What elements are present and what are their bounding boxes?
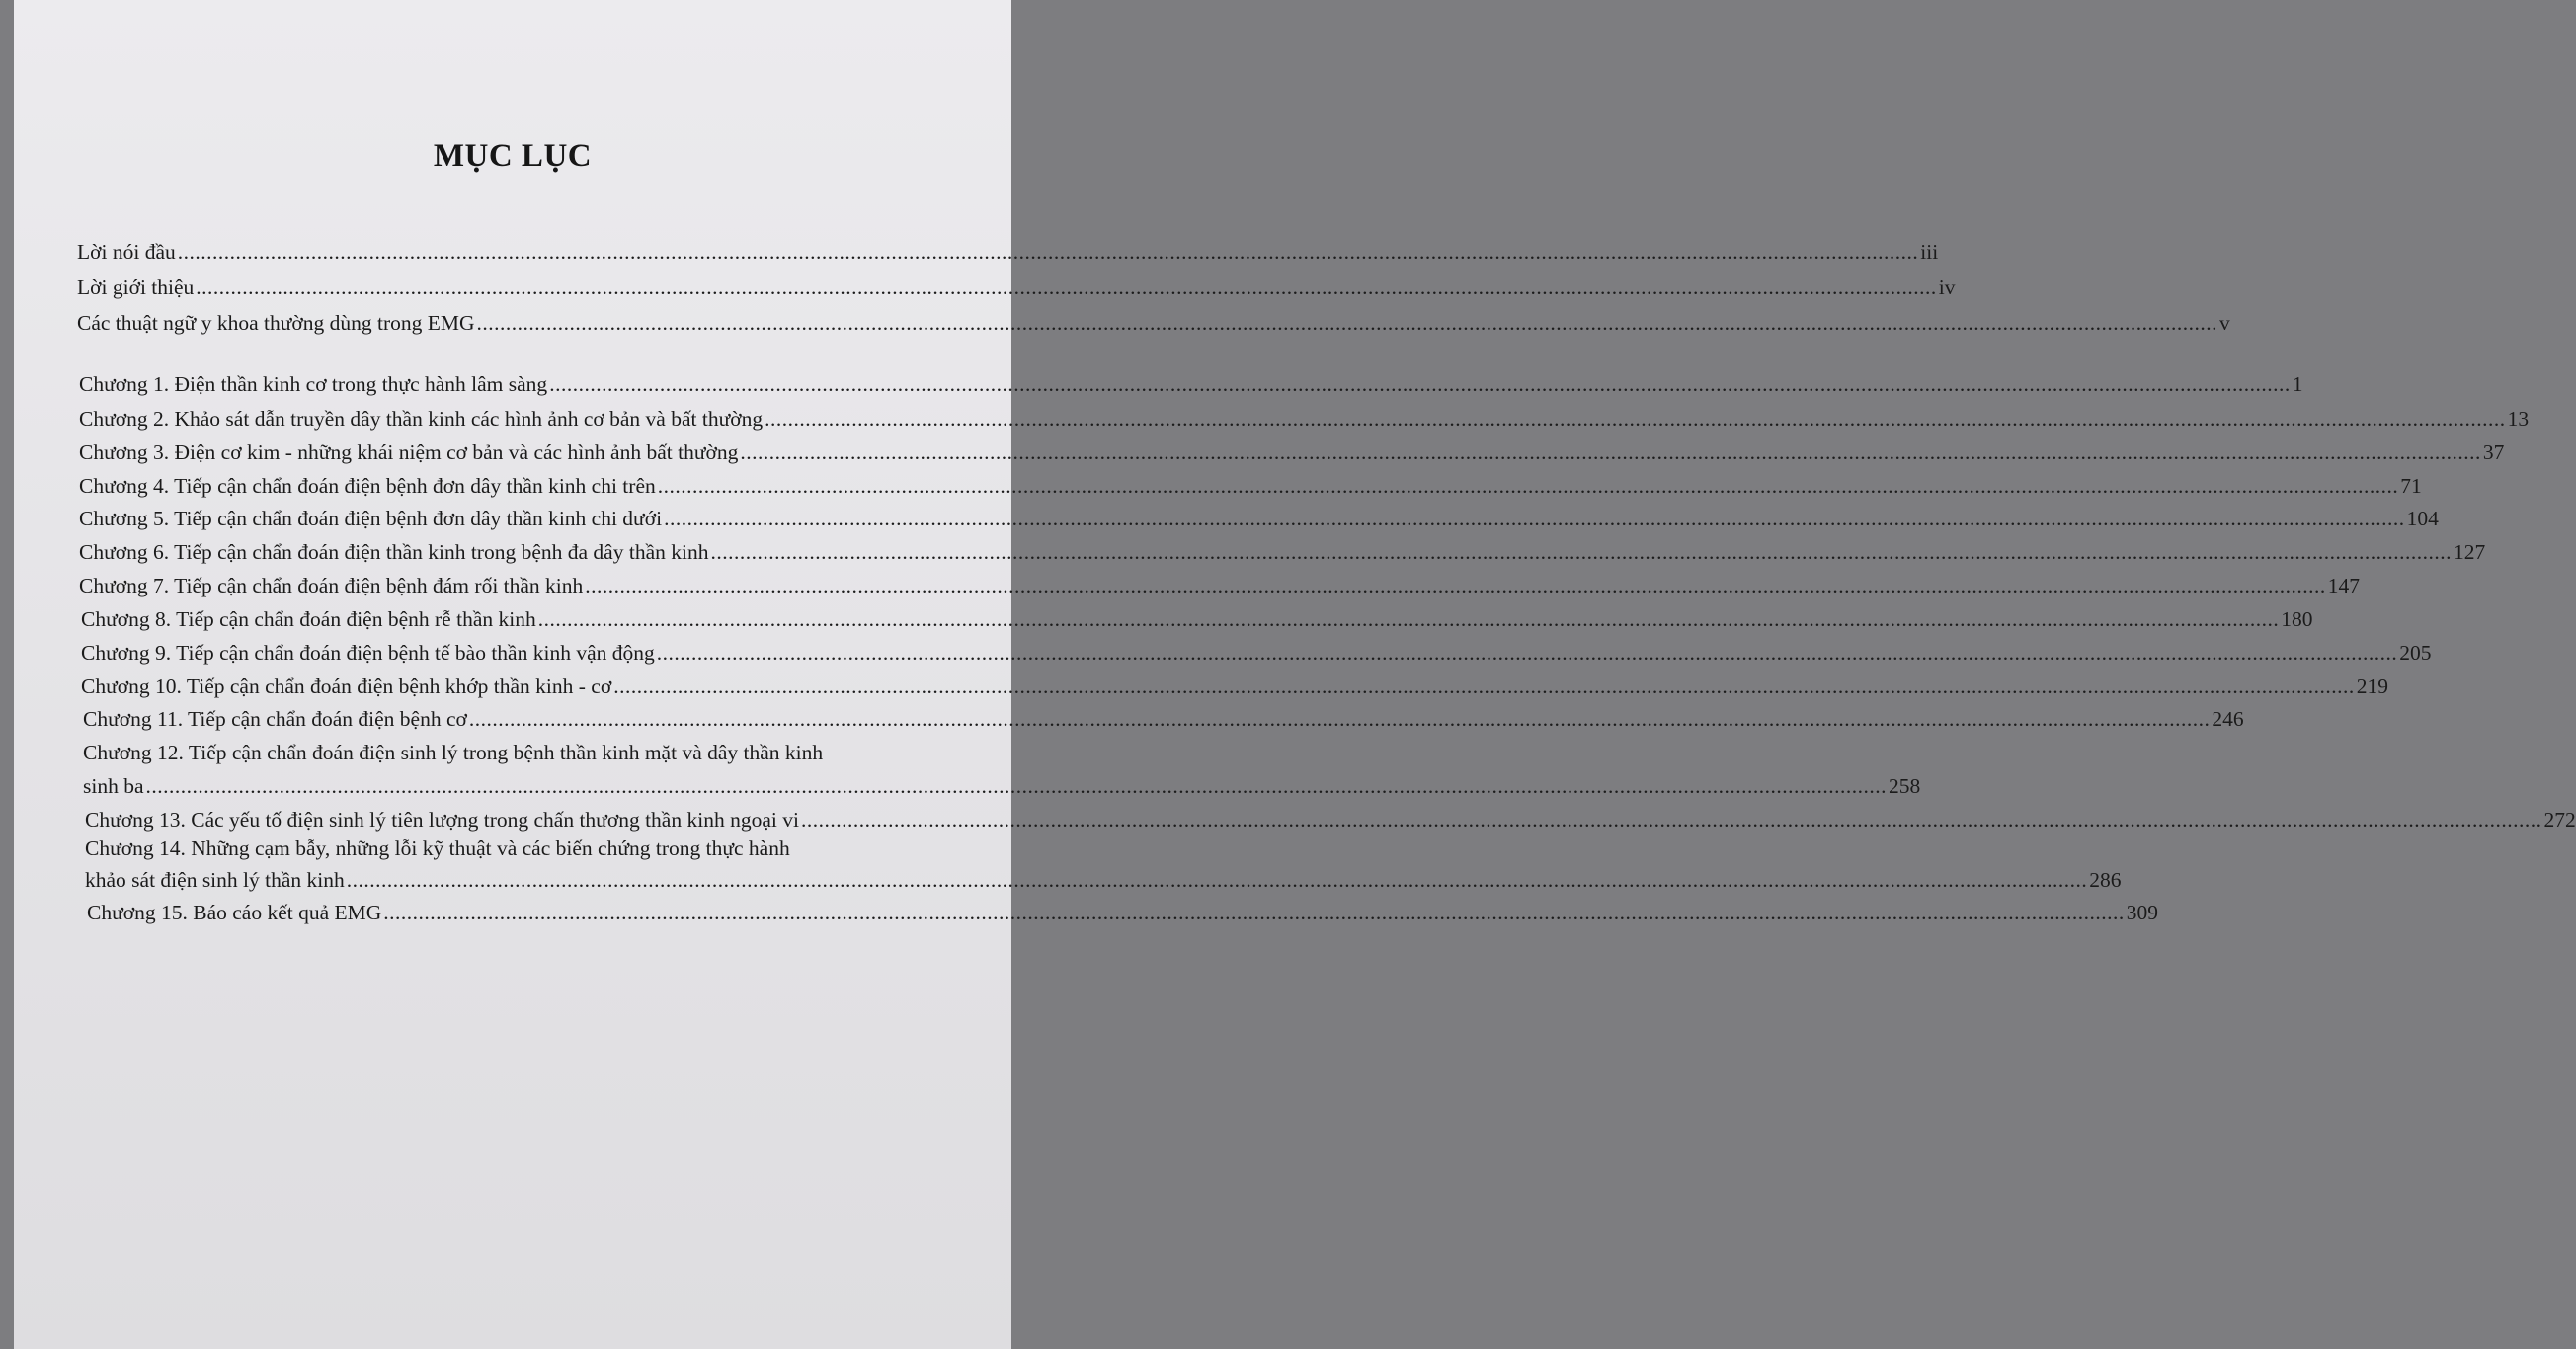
toc-entry-page: 219 xyxy=(2356,674,2388,698)
toc-entry-page: v xyxy=(2219,311,2230,335)
toc-entry-chapter-12 xyxy=(83,774,1921,799)
toc-entry-chapter-2 xyxy=(79,407,2530,432)
toc-entry-page: iii xyxy=(1920,240,1939,264)
toc-entry-page: 272 xyxy=(2543,808,2576,832)
dot-leader: ............................................................................................................................................................................................................................................................................................................ xyxy=(476,311,2218,335)
toc-entry-label: Lời nói đầu xyxy=(77,240,176,264)
dot-leader: ............................................................................................................................................................................................................................................................................................................ xyxy=(613,674,2355,698)
toc-entry-label: Chương 15. Báo cáo kết quả EMG xyxy=(87,901,382,924)
toc-entry-chapter-13 xyxy=(85,808,2576,833)
toc-entry-introduction xyxy=(77,276,1956,300)
toc-entry-label: Chương 7. Tiếp cận chẩn đoán điện bệnh đám rối thần kinh xyxy=(79,574,584,597)
dot-leader: ............................................................................................................................................................................................................................................................................................................ xyxy=(585,574,2326,597)
toc-entry-label: sinh ba xyxy=(83,774,144,798)
toc-entry-chapter-12-line-1: Chương 12. Tiếp cận chẩn đoán điện sinh lý trong bệnh thần kinh mặt và dây thần kinh xyxy=(83,741,824,764)
toc-entry-label: Chương 13. Các yếu tố điện sinh lý tiên lượng trong chấn thương thần kinh ngoại vi xyxy=(85,808,799,832)
toc-entry-label: Chương 4. Tiếp cận chẩn đoán điện bệnh đơn dây thần kinh chi trên xyxy=(79,474,656,498)
toc-entry-label: khảo sát điện sinh lý thần kinh xyxy=(85,868,345,892)
dot-leader: ............................................................................................................................................................................................................................................................................................................ xyxy=(657,474,2399,498)
dot-leader: ............................................................................................................................................................................................................................................................................................................ xyxy=(145,774,1888,798)
toc-entry-chapter-7 xyxy=(79,574,2361,598)
dot-leader: ............................................................................................................................................................................................................................................................................................................ xyxy=(740,440,2481,464)
toc-entry-chapter-4 xyxy=(79,474,2422,499)
toc-entry-page: 286 xyxy=(2089,868,2122,892)
toc-entry-chapter-1 xyxy=(79,372,2303,397)
toc-entry-preface xyxy=(77,240,1939,265)
dot-leader: ............................................................................................................................................................................................................................................................................................................ xyxy=(710,540,2452,564)
toc-entry-label: Chương 1. Điện thần kinh cơ trong thực hành lâm sàng xyxy=(79,372,548,396)
toc-entry-label: Chương 5. Tiếp cận chẩn đoán điện bệnh đơn dây thần kinh chi dưới xyxy=(79,507,663,530)
toc-entry-chapter-10 xyxy=(81,674,2388,699)
toc-entry-page: 309 xyxy=(2126,901,2159,924)
dot-leader: ............................................................................................................................................................................................................................................................................................................ xyxy=(177,240,1919,264)
dot-leader: ............................................................................................................................................................................................................................................................................................................ xyxy=(765,407,2506,431)
toc-entry-chapter-15 xyxy=(87,901,2159,925)
toc-entry-chapter-11 xyxy=(83,707,2244,732)
toc-entry-label: Chương 8. Tiếp cận chẩn đoán điện bệnh rễ thần kinh xyxy=(81,607,536,631)
toc-entry-page: 1 xyxy=(2292,372,2303,396)
page-title: MỤC LỤC xyxy=(433,138,593,174)
toc-entry-terminology xyxy=(77,311,2230,336)
dot-leader: ............................................................................................................................................................................................................................................................................................................ xyxy=(664,507,2405,530)
toc-entry-label: Chương 10. Tiếp cận chẩn đoán điện bệnh khớp thần kinh - cơ xyxy=(81,674,612,698)
toc-entry-label: Chương 11. Tiếp cận chẩn đoán điện bệnh cơ xyxy=(83,707,467,731)
toc-entry-page: 258 xyxy=(1889,774,1921,798)
toc-entry-page: iv xyxy=(1938,276,1956,299)
toc-entry-page: 71 xyxy=(2400,474,2422,498)
toc-entry-page: 246 xyxy=(2212,707,2244,731)
toc-entry-chapter-5 xyxy=(79,507,2439,531)
toc-entry-page: 37 xyxy=(2482,440,2505,464)
toc-entry-page: 127 xyxy=(2453,540,2486,564)
toc-entry-chapter-8 xyxy=(81,607,2313,632)
toc-entry-page: 205 xyxy=(2399,641,2432,665)
toc-entry-page: 180 xyxy=(2281,607,2313,631)
toc-entry-page: 13 xyxy=(2507,407,2530,431)
toc-entry-page: 147 xyxy=(2327,574,2361,597)
toc-entry-label: Các thuật ngữ y khoa thường dùng trong EMG xyxy=(77,311,475,335)
toc-entry-page: 104 xyxy=(2406,507,2439,530)
dot-leader: ............................................................................................................................................................................................................................................................................................................ xyxy=(196,276,1937,299)
toc-entry-chapter-14-line-1: Chương 14. Những cạm bẫy, những lỗi kỹ thuật và các biến chứng trong thực hành xyxy=(85,836,790,860)
dot-leader: ............................................................................................................................................................................................................................................................................................................ xyxy=(656,641,2398,665)
dot-leader: ............................................................................................................................................................................................................................................................................................................ xyxy=(549,372,2291,396)
toc-entry-label: Chương 9. Tiếp cận chẩn đoán điện bệnh tế bào thần kinh vận động xyxy=(81,641,655,665)
book-page xyxy=(14,0,2576,1349)
dot-leader: ............................................................................................................................................................................................................................................................................................................ xyxy=(800,808,2542,832)
dot-leader: ............................................................................................................................................................................................................................................................................................................ xyxy=(537,607,2280,631)
toc-entry-chapter-14 xyxy=(85,868,2122,893)
toc-entry-label: Chương 6. Tiếp cận chẩn đoán điện thần kinh trong bệnh đa dây thần kinh xyxy=(79,540,709,564)
toc-entry-chapter-9 xyxy=(81,641,2432,666)
dot-leader: ............................................................................................................................................................................................................................................................................................................ xyxy=(346,868,2088,892)
toc-entry-chapter-3 xyxy=(79,440,2505,465)
toc-entry-chapter-6 xyxy=(79,540,2486,565)
toc-entry-label: Chương 3. Điện cơ kim - những khái niệm cơ bản và các hình ảnh bất thường xyxy=(79,440,739,464)
dot-leader: ............................................................................................................................................................................................................................................................................................................ xyxy=(383,901,2125,924)
toc-entry-label: Lời giới thiệu xyxy=(77,276,195,299)
dot-leader: ............................................................................................................................................................................................................................................................................................................ xyxy=(468,707,2211,731)
toc-entry-label: Chương 2. Khảo sát dẫn truyền dây thần kinh các hình ảnh cơ bản và bất thường xyxy=(79,407,764,431)
